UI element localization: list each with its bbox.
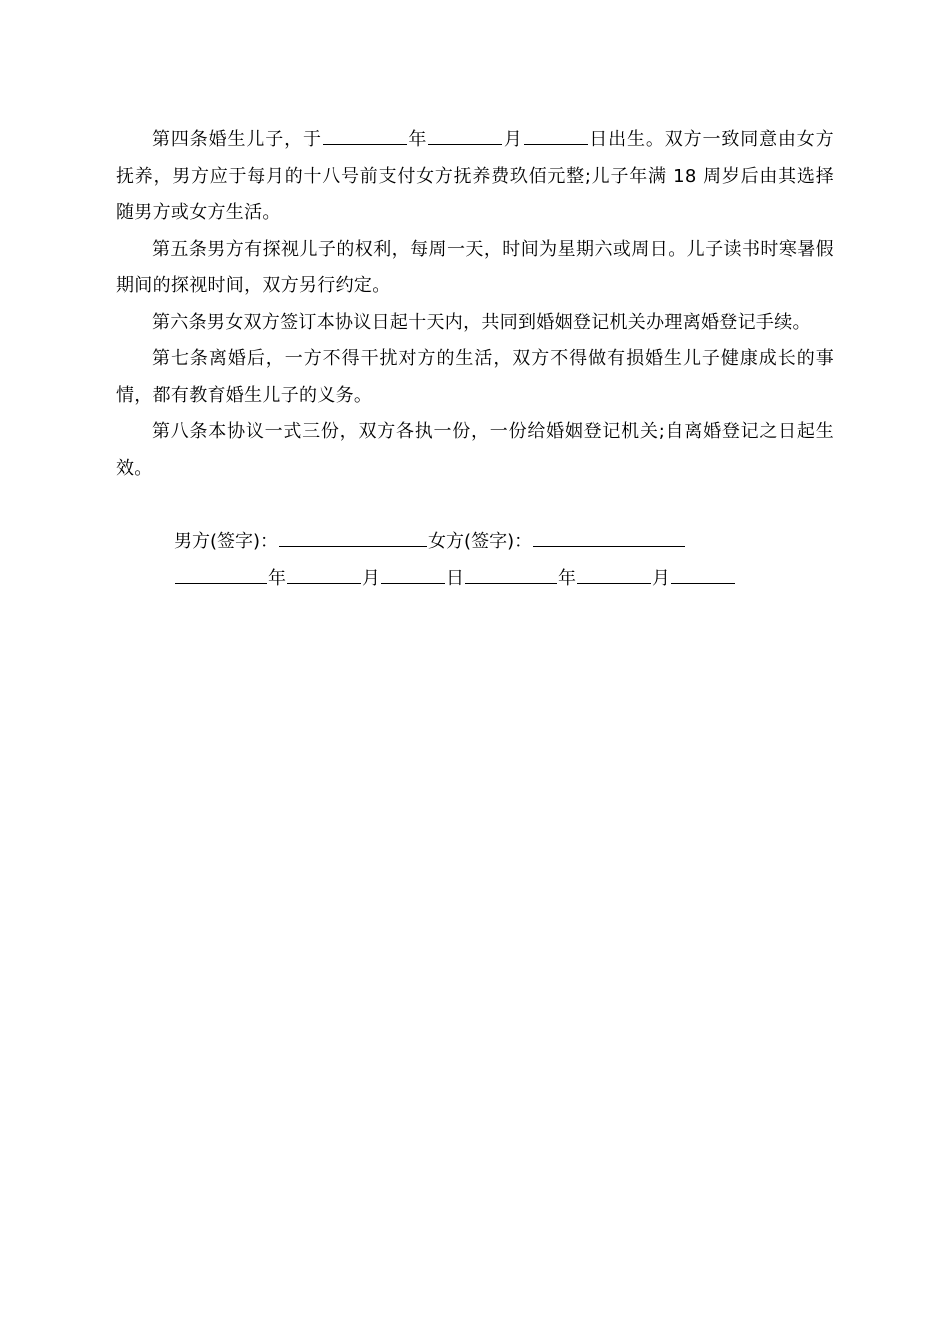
female-date-year-label: 年 xyxy=(558,567,576,589)
male-signature-blank xyxy=(279,545,427,547)
article-8: 第八条本协议一式三份，双方各执一份，一份给婚姻登记机关;自离婚登记之日起生效。 xyxy=(116,421,834,479)
birth-year-blank xyxy=(323,143,407,145)
birth-month-label: 月 xyxy=(503,129,523,150)
male-date-month-blank xyxy=(287,582,361,584)
female-signature-label: 女方(签字)： xyxy=(428,531,533,552)
male-date-year-label: 年 xyxy=(268,567,286,589)
article-4-rest: 日出生。双方一致同意由女方抚养，男方应于每月的十八号前支付女方抚养费玖佰元整;儿子年满 18 周岁后由其选择随男方或女方生活。 xyxy=(116,129,834,223)
signature-line xyxy=(116,524,856,561)
male-signature-label: 男方(签字)： xyxy=(174,531,279,552)
article-6: 第六条男女双方签订本协议日起十天内，共同到婚姻登记机关办理离婚登记手续。 xyxy=(152,311,811,333)
article-7: 第七条离婚后，一方不得干扰对方的生活，双方不得做有损婚生儿子健康成长的事情，都有教育婚生儿子的义务。 xyxy=(116,348,834,406)
male-date-day-blank xyxy=(381,582,445,584)
article-5: 第五条男方有探视儿子的权利，每周一天，时间为星期六或周日。儿子读书时寒暑假期间的探视时间，双方另行约定。 xyxy=(116,238,834,296)
female-signature-blank xyxy=(533,545,685,547)
document-body xyxy=(116,122,834,487)
signature-section xyxy=(116,524,856,597)
female-date-month-blank xyxy=(577,582,651,584)
article-4 xyxy=(116,122,834,232)
female-date-month-label: 月 xyxy=(652,567,670,589)
date-line xyxy=(116,561,856,598)
male-date-day-label: 日 xyxy=(446,567,464,589)
birth-year-label: 年 xyxy=(407,129,428,150)
birth-day-blank xyxy=(524,143,588,145)
birth-month-blank xyxy=(428,143,502,145)
article-4-prefix: 第四条婚生儿子，于 xyxy=(152,129,322,150)
female-date-day-blank xyxy=(671,582,735,584)
male-date-year-blank xyxy=(175,582,267,584)
male-date-month-label: 月 xyxy=(362,567,380,589)
female-date-year-blank xyxy=(465,582,557,584)
